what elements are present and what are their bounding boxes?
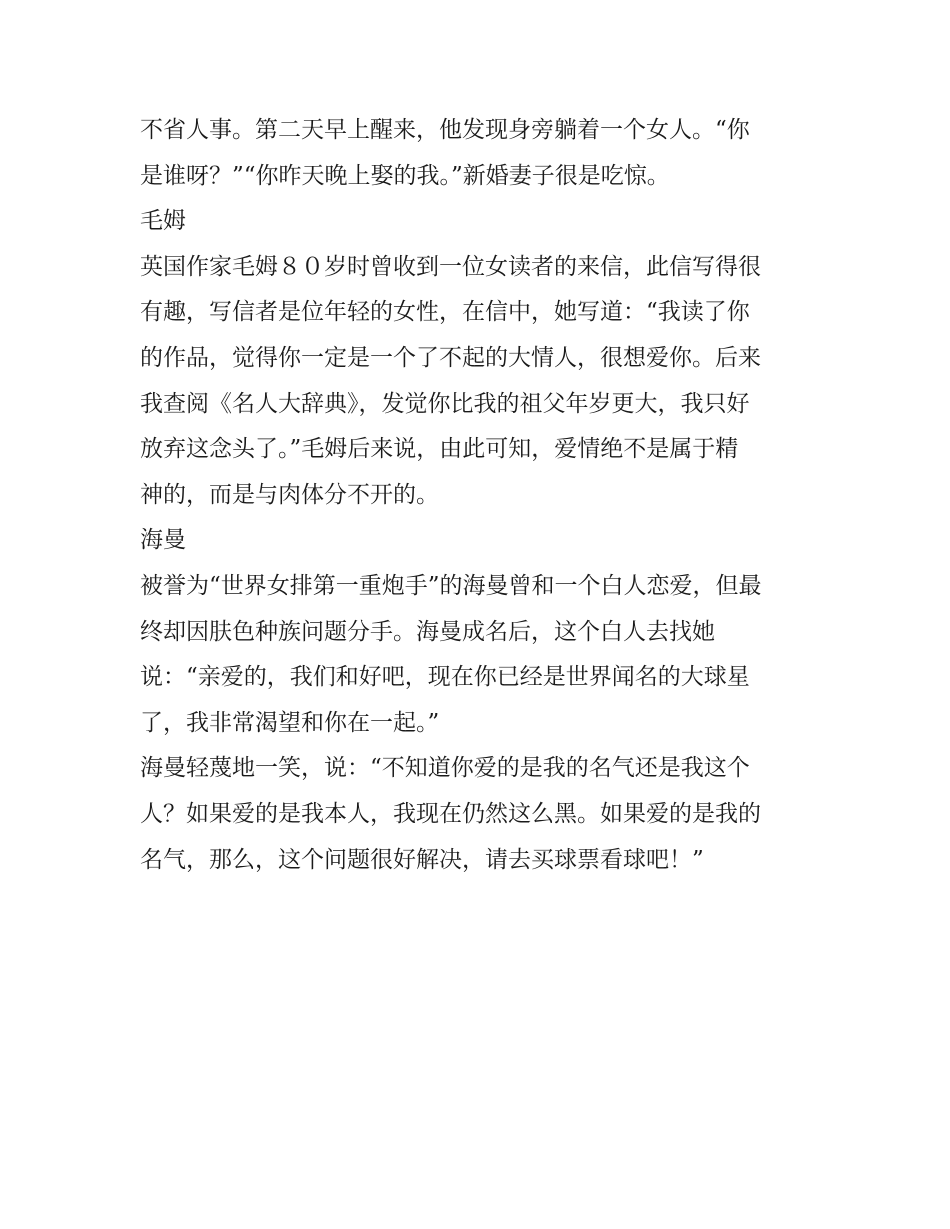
text-line: 放弃这念头了。”毛姆后来说，由此可知，爱情绝不是属于精 bbox=[140, 436, 739, 463]
body-text bbox=[140, 108, 820, 883]
text-line: 海曼轻蔑地一笑，说：“不知道你爱的是我的名气还是我这个 bbox=[140, 755, 750, 782]
text-line: 有趣，写信者是位年轻的女性，在信中，她写道：“我读了你 bbox=[140, 299, 750, 326]
text-line: 我查阅《名人大辞典》，发觉你比我的祖父年岁更大，我只好 bbox=[140, 390, 750, 417]
text-line: 的作品，觉得你一定是一个了不起的大情人，很想爱你。后来 bbox=[140, 344, 761, 371]
text-line: 不省人事。第二天早上醒来，他发现身旁躺着一个女人。“你 bbox=[140, 117, 750, 143]
text-line: 人？如果爱的是我本人，我现在仍然这么黑。如果爱的是我的 bbox=[140, 800, 761, 827]
text-line: 说：“亲爱的，我们和好吧，现在你已经是世界闻名的大球星 bbox=[140, 664, 750, 691]
section-heading-hyman: 海曼 bbox=[140, 527, 186, 554]
text-line: 英国作家毛姆８０岁时曾收到一位女读者的来信，此信写得很 bbox=[140, 253, 761, 280]
text-line: 名气，那么，这个问题很好解决，请去买球票看球吧！” bbox=[140, 846, 704, 873]
text-line: 了，我非常渴望和你在一起。” bbox=[140, 709, 440, 736]
text-line: 被誉为“世界女排第一重炮手”的海曼曾和一个白人恋爱，但最 bbox=[140, 572, 762, 599]
section-heading-maugham: 毛姆 bbox=[140, 208, 186, 235]
text-line: 终却因肤色种族问题分手。海曼成名后，这个白人去找她 bbox=[140, 618, 715, 645]
text-line: 神的，而是与肉体分不开的。 bbox=[140, 481, 439, 508]
text-line: 是谁呀？”“你昨天晚上娶的我。”新婚妻子很是吃惊。 bbox=[140, 162, 670, 189]
